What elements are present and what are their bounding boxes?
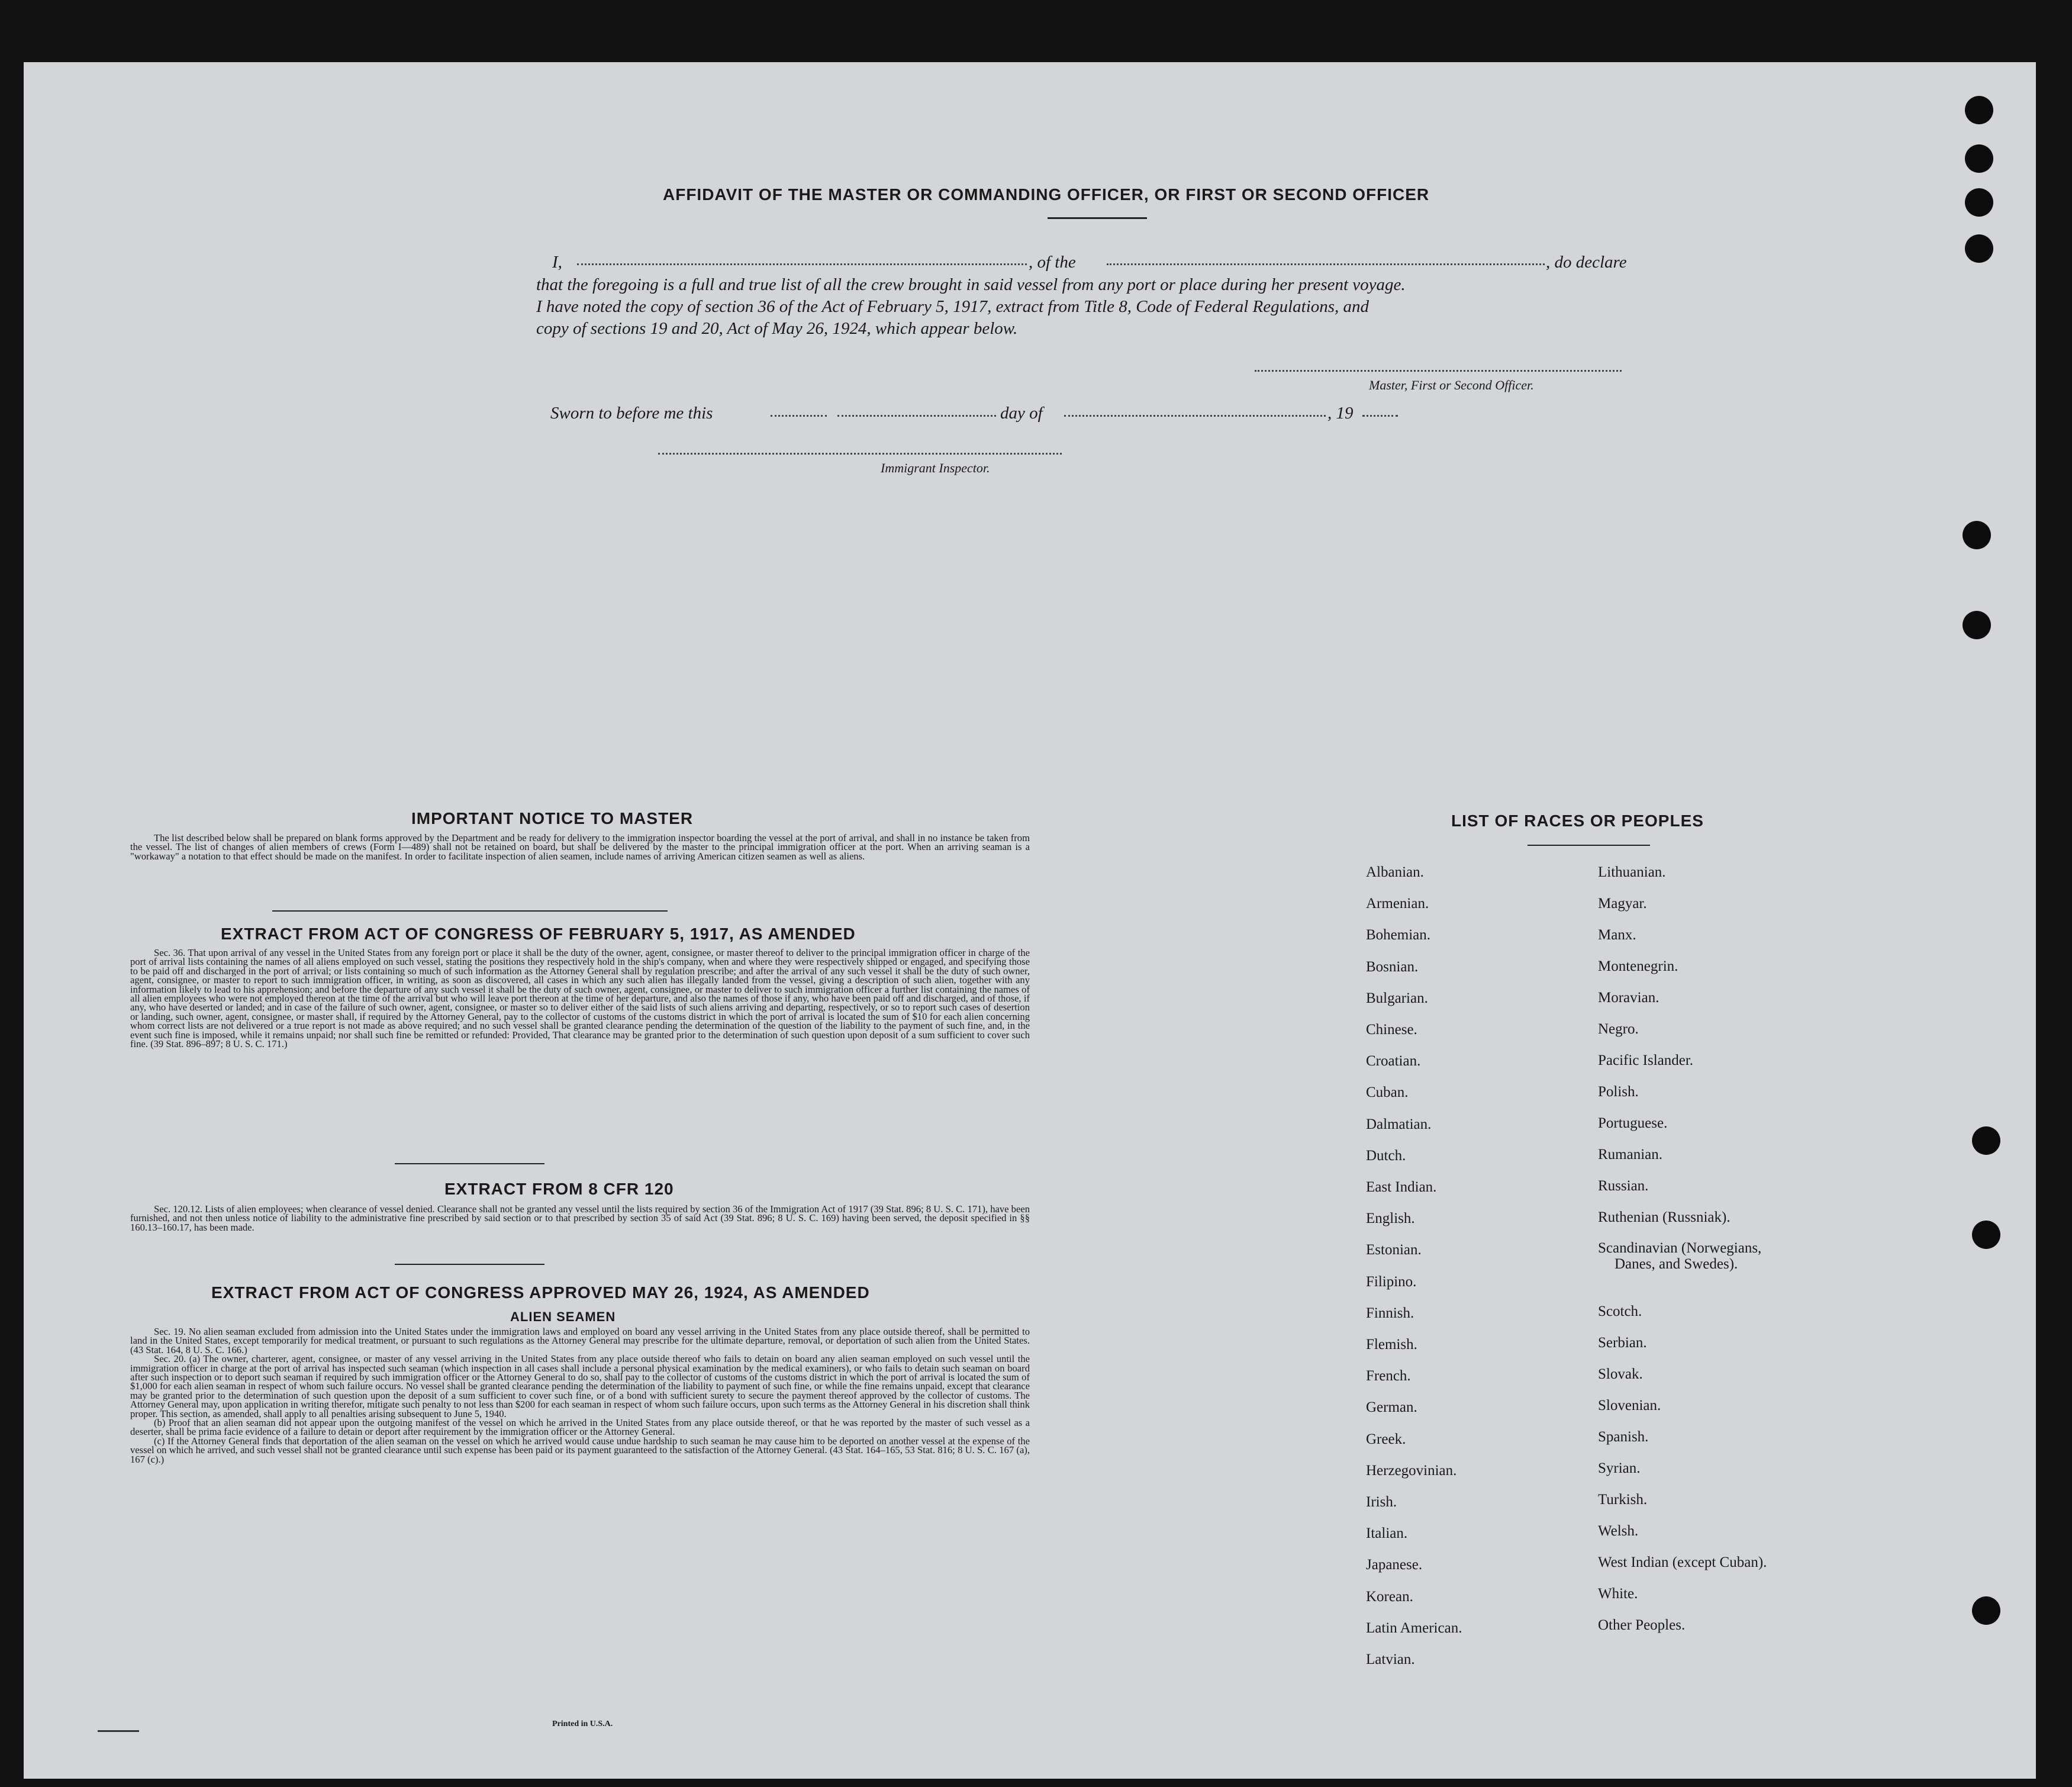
notice-paragraph: The list described below shall be prepared on blank forms approved by the Department and be ready for delivery to the immigration inspector boarding the vessel at the port of arrival, and shall in no instance be taken from the vessel. The list of changes of alien members of crews (Form I—489) shall not be retained on board, but shall be delivered by the master to the principal immigration officer at the port. When an arriving seaman is a "workaway" a notation to that effect should be made on the manifest. In order to facilitate inspection of alien seamen, include names of arriving American citizen seamen as well as aliens. xyxy=(130,832,1030,862)
race-item: Korean. xyxy=(1366,1588,1413,1605)
race-item: Ruthenian (Russniak). xyxy=(1598,1209,1731,1225)
race-item: Dutch. xyxy=(1366,1147,1406,1164)
affidavit-line1-mid: , of the xyxy=(1029,253,1076,272)
punch-hole xyxy=(1965,234,1993,263)
race-item: Portuguese. xyxy=(1598,1115,1668,1131)
race-item: Filipino. xyxy=(1366,1273,1417,1290)
notice-heading: IMPORTANT NOTICE TO MASTER xyxy=(411,809,694,828)
inspector-label: Immigrant Inspector. xyxy=(881,461,990,475)
race-item: Danes, and Swedes). xyxy=(1615,1256,1738,1272)
punch-hole xyxy=(1965,188,1993,217)
sworn-blank-1[interactable] xyxy=(771,415,827,417)
punch-hole xyxy=(1963,521,1991,549)
race-item: White. xyxy=(1598,1586,1638,1602)
race-item: Moravian. xyxy=(1598,990,1659,1006)
affidavit-line3: I have noted the copy of section 36 of the Act of February 5, 1917, extract from Title 8, Code of Federal Regulations, and xyxy=(536,297,1369,316)
race-item: Rumanian. xyxy=(1598,1147,1663,1163)
race-item: Scotch. xyxy=(1598,1303,1642,1319)
extract1924-text xyxy=(130,1327,1030,1464)
race-item: Russian. xyxy=(1598,1178,1649,1194)
extract1917-heading: EXTRACT FROM ACT OF CONGRESS OF FEBRUARY 5, 1917, AS AMENDED xyxy=(221,925,856,943)
races-heading: LIST OF RACES OR PEOPLES xyxy=(1451,812,1704,830)
race-item: French. xyxy=(1366,1368,1411,1384)
extract1917-text xyxy=(130,948,1030,1048)
sec20a-paragraph: Sec. 20. (a) The owner, charterer, agent, consignee, or master of any vessel arriving in the United States from any place outside thereof who fails to detain on board any alien seaman employed on such vessel until the immigration officer in charge at the port of arrival has inspected such seaman (which inspection in all cases shall include a personal physical examination by the medical examiners), or who fails to detain such seaman on board after such inspection or to deport such seaman if required by such immigration officer or the Attorney General to do so, shall pay to the collector of customs of the customs district in which the port of arrival is located the sum of $1,000 for each alien seaman in respect of whom such failure occurs. No vessel shall be granted clearance pending the determination of the liability to payment of such fine, or while the fine remains unpaid, except that clearance may be granted prior to the determination of such question upon the deposit of a sum sufficient to cover such fine, or of a bond with sufficient surety to secure the payment thereof approved by the collector of customs. The Attorney General may, upon application in writing therefor, mitigate such penalty to not less than $200 for each seaman in respect of whom such failure occurs, upon such terms as the Attorney General in his discretion shall think proper. This section, as amended, shall apply to all penalties arising subsequent to June 5, 1940. xyxy=(130,1353,1030,1419)
sworn-day-text: day of xyxy=(1000,404,1043,423)
divider xyxy=(1048,217,1147,219)
race-item: Chinese. xyxy=(1366,1022,1417,1038)
race-item: Syrian. xyxy=(1598,1460,1641,1476)
inspector-signature-line[interactable] xyxy=(658,453,1062,455)
race-item: Serbian. xyxy=(1598,1335,1647,1351)
race-item: Dalmatian. xyxy=(1366,1116,1432,1132)
race-item: Polish. xyxy=(1598,1084,1639,1100)
sworn-year-text: , 19 xyxy=(1327,404,1354,423)
race-item: Latin American. xyxy=(1366,1619,1462,1636)
race-item: Manx. xyxy=(1598,927,1636,943)
master-signature-line[interactable] xyxy=(1255,370,1622,372)
race-item: Welsh. xyxy=(1598,1523,1639,1539)
race-item: Lithuanian. xyxy=(1598,864,1666,880)
race-item: Latvian. xyxy=(1366,1651,1415,1667)
sworn-year-blank[interactable] xyxy=(1362,415,1398,417)
race-item: English. xyxy=(1366,1210,1415,1227)
race-item: West Indian (except Cuban). xyxy=(1598,1554,1767,1570)
affidavit-heading: AFFIDAVIT OF THE MASTER OR COMMANDING OFFICER, OR FIRST OR SECOND OFFICER xyxy=(663,185,1430,204)
race-item: Magyar. xyxy=(1598,896,1647,912)
pen-mark xyxy=(98,1730,139,1745)
race-item: Slovak. xyxy=(1598,1366,1643,1382)
notice-text xyxy=(130,833,1030,861)
race-item: German. xyxy=(1366,1399,1417,1416)
race-item: Japanese. xyxy=(1366,1557,1423,1573)
alien-seamen-subheading: ALIEN SEAMEN xyxy=(510,1309,616,1324)
race-item: Other Peoples. xyxy=(1598,1617,1686,1633)
race-item: East Indian. xyxy=(1366,1179,1437,1195)
race-item: Greek. xyxy=(1366,1431,1406,1447)
sec120-paragraph: Sec. 120.12. Lists of alien employees; when clearance of vessel denied. Clearance shall not be granted any vessel until the lists required by section 36 of the Immigration Act of 1917 (39 Stat. 896; 8 U. S. C. 171), have been furnished, and not then unless notice of liability to the administrative fine prescribed by said section or to that prescribed by section 35 of said Act (39 Stat. 896; 8 U. S. C. 169) having been served, the deposit specified in §§ 160.13–160.17, has been made. xyxy=(130,1203,1030,1233)
race-item: Italian. xyxy=(1366,1525,1408,1542)
race-item: Pacific Islander. xyxy=(1598,1052,1694,1068)
race-item: Herzegovinian. xyxy=(1366,1462,1457,1479)
printed-in-usa: Printed in U.S.A. xyxy=(552,1720,613,1728)
race-item: Negro. xyxy=(1598,1021,1639,1037)
sworn-day-blank[interactable] xyxy=(837,415,996,417)
race-item: Cuban. xyxy=(1366,1084,1409,1101)
sworn-month-blank[interactable] xyxy=(1064,415,1326,417)
race-item: Finnish. xyxy=(1366,1305,1414,1321)
cfr-text xyxy=(130,1205,1030,1232)
race-item: Bohemian. xyxy=(1366,927,1431,944)
punch-hole xyxy=(1963,611,1991,639)
punch-hole xyxy=(1972,1221,2000,1249)
race-item: Flemish. xyxy=(1366,1337,1417,1353)
race-item: Turkish. xyxy=(1598,1492,1648,1508)
sec20c-paragraph: (c) If the Attorney General finds that deportation of the alien seaman on the vessel on which he arrived would cause undue hardship to such seaman he may cause him to be deported on another vessel at the expense of the vessel on which he arrived, and such vessel shall not be granted clearance until such expense has been paid or its payment guaranteed to the satisfaction of the Attorney General. (43 Stat. 164–165, 53 Stat. 816; 8 U. S. C. 167 (a), 167 (c).) xyxy=(130,1435,1030,1465)
race-item: Montenegrin. xyxy=(1598,958,1678,974)
punch-hole xyxy=(1972,1126,2000,1155)
extract1924-heading: EXTRACT FROM ACT OF CONGRESS APPROVED MAY 26, 1924, AS AMENDED xyxy=(211,1283,870,1302)
race-item: Armenian. xyxy=(1366,896,1429,912)
vessel-blank[interactable] xyxy=(1107,263,1545,265)
name-blank[interactable] xyxy=(577,263,1027,265)
master-signature-label: Master, First or Second Officer. xyxy=(1369,378,1534,392)
affidavit-line2: that the foregoing is a full and true list of all the crew brought in said vessel from any port or place during her present voyage. xyxy=(536,275,1406,294)
race-item: Scandinavian (Norwegians, xyxy=(1598,1240,1762,1256)
race-item: Spanish. xyxy=(1598,1429,1649,1445)
form-page xyxy=(24,62,2036,1779)
divider xyxy=(395,1264,544,1265)
race-item: Croatian. xyxy=(1366,1053,1421,1070)
cfr-heading: EXTRACT FROM 8 CFR 120 xyxy=(444,1180,674,1198)
race-item: Albanian. xyxy=(1366,864,1424,880)
sworn-text-start: Sworn to before me this xyxy=(550,404,713,423)
punch-hole xyxy=(1965,96,1993,124)
sec19-paragraph: Sec. 19. No alien seaman excluded from admission into the United States under the immigration laws and employed on board any vessel arriving in the United States from any place outside thereof, shall be permitted to land in the United States, except temporarily for medical treatment, or pursuant to such regulations as the Attorney General may prescribe for the ultimate departure, removal, or deportation of such alien from the United States. (43 Stat. 164, 8 U. S. C. 166.) xyxy=(130,1326,1030,1355)
race-item: Bosnian. xyxy=(1366,958,1419,975)
race-item: Irish. xyxy=(1366,1494,1397,1510)
sec36-paragraph: Sec. 36. That upon arrival of any vessel in the United States from any foreign port or place it shall be the duty of the owner, agent, consignee, or master thereof to deliver to the principal immigration officer in charge of the port of arrival lists containing the names of all aliens employed on such vessel, stating the positions they respectively hold in the ship's company, when and where they were respectively shipped or engaged, and specifying those to be paid off and discharged in the port of arrival; or lists containing so much of such information as the Attorney General shall by regulation prescribe; and after the arrival of any such vessel it shall be the duty of such owner, agent, consignee, or master to report to such immigration officer, in writing, as soon as discovered, all cases in which any such alien has illegally landed from the vessel, giving a description of such alien, together with any information likely to lead to his apprehension; and before the departure of any such vessel it shall be the duty of such owner, agent, consignee, or master to deliver to such immigration officer a further list containing the names of all alien employees who were not employed thereon at the time of the arrival but who will leave port thereon at the time of her departure, and also the names of those if any, who have been paid off and discharged, and of those, if any, who have deserted or landed; and in case of the failure of such owner, agent, consignee, or master so to deliver either of the said lists of such aliens arriving and departing, respectively, or so to report such cases of desertion or landing, such owner, agent, consignee, or master shall, if required by the Attorney General, pay to the collector of customs of the customs district in which the port of arrival is located the sum of $10 for each alien concerning whom correct lists are not delivered or a true report is not made as above required; and no such vessel shall be granted clearance pending the determination of the question of the liability to the payment of such fine, and, in the event such fine is imposed, while it remains unpaid; nor shall such fine be remitted or refunded: Provided, That clearance may be granted prior to the determination of such question upon deposit of a sum sufficient to cover such fine. (39 Stat. 896–897; 8 U. S. C. 171.) xyxy=(130,947,1030,1050)
affidavit-line1-start: I, xyxy=(552,253,562,272)
race-item: Slovenian. xyxy=(1598,1398,1661,1413)
affidavit-line4: copy of sections 19 and 20, Act of May 26, 1924, which appear below. xyxy=(536,319,1018,338)
punch-hole xyxy=(1965,144,1993,173)
divider xyxy=(395,1163,544,1164)
affidavit-line1-end: , do declare xyxy=(1546,253,1627,272)
sec20b-paragraph: (b) Proof that an alien seaman did not appear upon the outgoing manifest of the vessel on which he arrived in the United States from any place outside thereof, or that he was reported by the master of such vessel as a deserter, shall be prima facie evidence of a failure to detain or deport after requirement by the immigration officer or the Attorney General. xyxy=(130,1417,1030,1438)
race-item: Bulgarian. xyxy=(1366,990,1428,1006)
punch-hole xyxy=(1972,1596,2000,1625)
divider xyxy=(1528,845,1650,846)
race-item: Estonian. xyxy=(1366,1242,1422,1258)
divider xyxy=(272,910,668,912)
